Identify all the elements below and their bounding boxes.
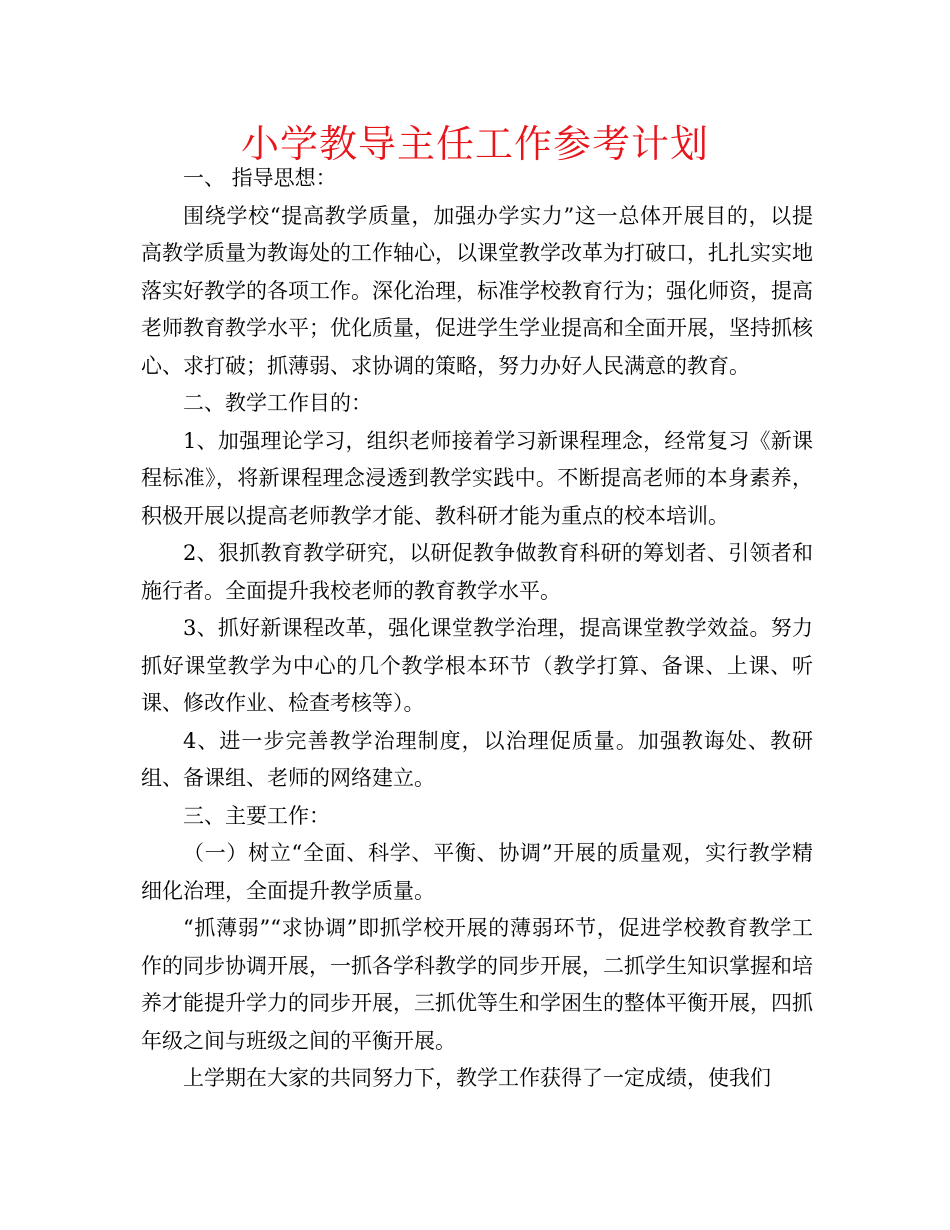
section-heading-2: 二、教学工作目的： xyxy=(183,391,372,415)
paragraph-work-detail: “抓薄弱”“求协调”即抓学校开展的薄弱环节，促进学校教育教学工作的同步协调开展，一抓各学科教学的同步开展，二抓学生知识掌握和培养才能提升学力的同步开展，三抓优等生和学困生的整体平衡开展，四抓年级之间与班级之间的平衡开展。 xyxy=(141,916,813,1053)
paragraph-goal-4: 4、进一步完善教学治理制度，以治理促质量。加强教诲处、教研组、备课组、老师的网络建立。 xyxy=(141,728,813,790)
paragraph-goal-3: 3、抓好新课程改革，强化课堂教学治理，提高课堂教学效益。努力抓好课堂教学为中心的几个教学根本环节（教学打算、备课、上课、听课、修改作业、检查考核等）。 xyxy=(141,616,813,715)
document-body xyxy=(141,160,813,1098)
section-heading-1: 一、 指导思想： xyxy=(183,166,337,190)
paragraph-work-1: （一）树立“全面、科学、平衡、协调”开展的质量观，实行教学精细化治理，全面提升教学质量。 xyxy=(141,841,813,903)
section-heading-3: 三、主要工作： xyxy=(183,803,330,828)
paragraph-goal-2: 2、狠抓教育教学研究，以研促教争做教育科研的筹划者、引领者和施行者。全面提升我校老师的教育教学水平。 xyxy=(141,541,813,603)
document-title: 小学教导主任工作参考计划 xyxy=(240,122,709,166)
paragraph-guiding-thought: 围绕学校“提高教学质量，加强办学实力”这一总体开展目的，以提高教学质量为教诲处的工作轴心，以课堂教学改革为打破口，扎扎实实地落实好教学的各项工作。深化治理，标准学校教育行为；强化师资，提高老师教育教学水平；优化质量，促进学生学业提高和全面开展，坚持抓核心、求打破；抓薄弱、求协调的策略，努力办好人民满意的教育。 xyxy=(141,203,813,378)
paragraph-last-semester: 上学期在大家的共同努力下，教学工作获得了一定成绩，使我们 xyxy=(183,1066,771,1090)
paragraph-goal-1: 1、加强理论学习，组织老师接着学习新课程理念，经常复习《新课程标准》，将新课程理念浸透到教学实践中。不断提高老师的本身素养，积极开展以提高老师教学才能、教科研才能为重点的校本培训。 xyxy=(141,428,813,528)
